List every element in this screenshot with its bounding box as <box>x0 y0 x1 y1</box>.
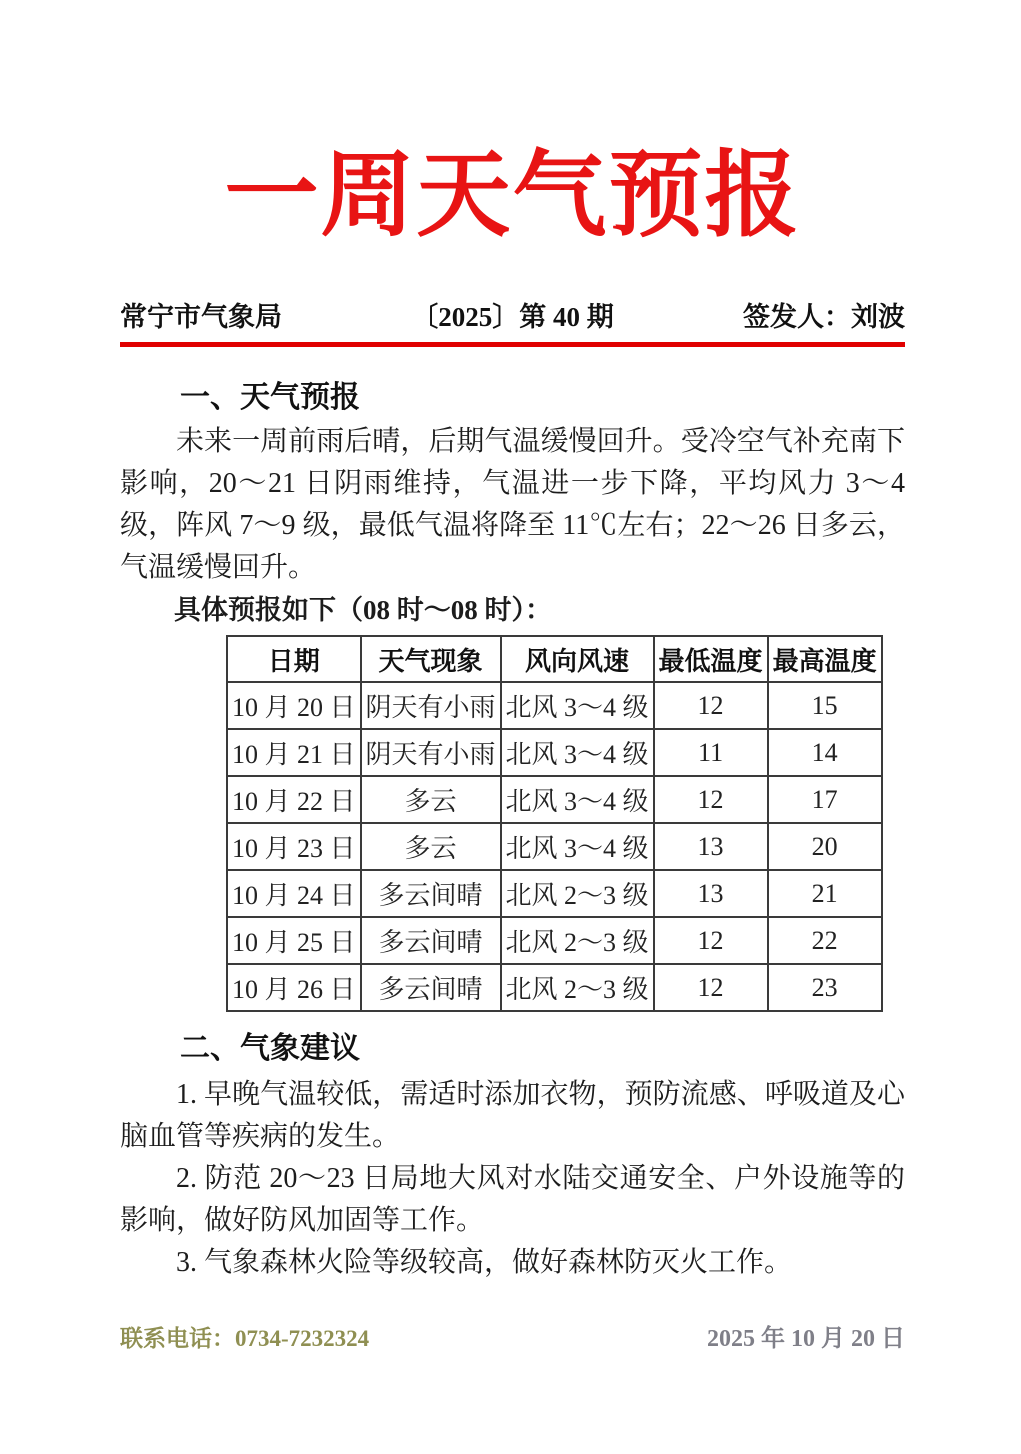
table-cell: 20 <box>768 823 882 870</box>
table-cell: 12 <box>654 682 768 729</box>
table-row <box>227 964 882 1011</box>
contact-phone: 联系电话：0734-7232324 <box>120 1326 370 1351</box>
table-cell: 10 月 26 日 <box>227 964 361 1011</box>
table-cell: 12 <box>654 964 768 1011</box>
section2-heading: 二、气象建议 <box>180 1032 360 1065</box>
table-intro-text: 具体预报如下（08 时～08 时）： <box>174 595 552 625</box>
section1-heading: 一、天气预报 <box>180 381 360 414</box>
document-content <box>120 130 905 1284</box>
suggestion-item-2: 2. 防范 20～23 日局地大风对水陆交通安全、户外设施等的影响，做好防风加固等工作。 <box>120 1163 905 1236</box>
table-cell: 10 月 24 日 <box>227 870 361 917</box>
suggestions-block <box>120 1074 905 1284</box>
table-cell: 北风 2～3 级 <box>501 964 654 1011</box>
table-cell: 北风 3～4 级 <box>501 823 654 870</box>
table-cell: 11 <box>654 729 768 776</box>
table-cell: 13 <box>654 823 768 870</box>
table-row <box>227 917 882 964</box>
red-divider-rule <box>120 342 905 347</box>
table-cell: 10 月 21 日 <box>227 729 361 776</box>
table-cell: 13 <box>654 870 768 917</box>
table-header-cell: 最高温度 <box>768 636 882 682</box>
table-header-cell: 日期 <box>227 636 361 682</box>
signer-name: 签发人：刘波 <box>743 302 905 332</box>
suggestion-item-1: 1. 早晚气温较低，需适时添加衣物，预防流感、呼吸道及心脑血管等疾病的发生。 <box>120 1079 905 1152</box>
table-cell: 多云间晴 <box>361 870 501 917</box>
table-cell: 多云间晴 <box>361 917 501 964</box>
table-cell: 阴天有小雨 <box>361 682 501 729</box>
table-row <box>227 870 882 917</box>
table-row <box>227 729 882 776</box>
table-cell: 北风 3～4 级 <box>501 729 654 776</box>
agency-name: 常宁市气象局 <box>120 302 282 332</box>
document-footer <box>120 1318 905 1353</box>
table-cell: 北风 3～4 级 <box>501 682 654 729</box>
document-title: 一周天气预报 <box>224 142 801 247</box>
table-cell: 多云 <box>361 776 501 823</box>
table-cell: 17 <box>768 776 882 823</box>
table-cell: 21 <box>768 870 882 917</box>
table-cell: 12 <box>654 776 768 823</box>
table-cell: 多云间晴 <box>361 964 501 1011</box>
table-cell: 10 月 20 日 <box>227 682 361 729</box>
table-cell: 10 月 25 日 <box>227 917 361 964</box>
table-header-row <box>227 636 882 682</box>
table-cell: 12 <box>654 917 768 964</box>
table-row <box>227 682 882 729</box>
table-cell: 北风 3～4 级 <box>501 776 654 823</box>
table-cell: 10 月 22 日 <box>227 776 361 823</box>
table-cell: 多云 <box>361 823 501 870</box>
table-header-cell: 天气现象 <box>361 636 501 682</box>
table-cell: 15 <box>768 682 882 729</box>
issue-date: 2025 年 10 月 20 日 <box>707 1326 905 1352</box>
table-cell: 14 <box>768 729 882 776</box>
table-cell: 阴天有小雨 <box>361 729 501 776</box>
forecast-paragraph: 未来一周前雨后晴，后期气温缓慢回升。受冷空气补充南下影响，20～21 日阴雨维持，气温进一步下降，平均风力 3～4 级，阵风 7～9 级，最低气温将降至 11℃左右；22～26 日多云，气温缓慢回升。 <box>120 426 905 583</box>
table-cell: 10 月 23 日 <box>227 823 361 870</box>
table-cell: 北风 2～3 级 <box>501 870 654 917</box>
issue-number: 〔2025〕第 40 期 <box>411 302 614 332</box>
table-row <box>227 823 882 870</box>
table-cell: 北风 2～3 级 <box>501 917 654 964</box>
table-cell: 23 <box>768 964 882 1011</box>
table-row <box>227 776 882 823</box>
issue-header-row <box>120 300 905 334</box>
table-cell: 22 <box>768 917 882 964</box>
table-header-cell: 最低温度 <box>654 636 768 682</box>
forecast-table <box>226 635 883 1012</box>
table-header-cell: 风向风速 <box>501 636 654 682</box>
suggestion-item-3: 3. 气象森林火险等级较高，做好森林防灭火工作。 <box>176 1247 793 1278</box>
